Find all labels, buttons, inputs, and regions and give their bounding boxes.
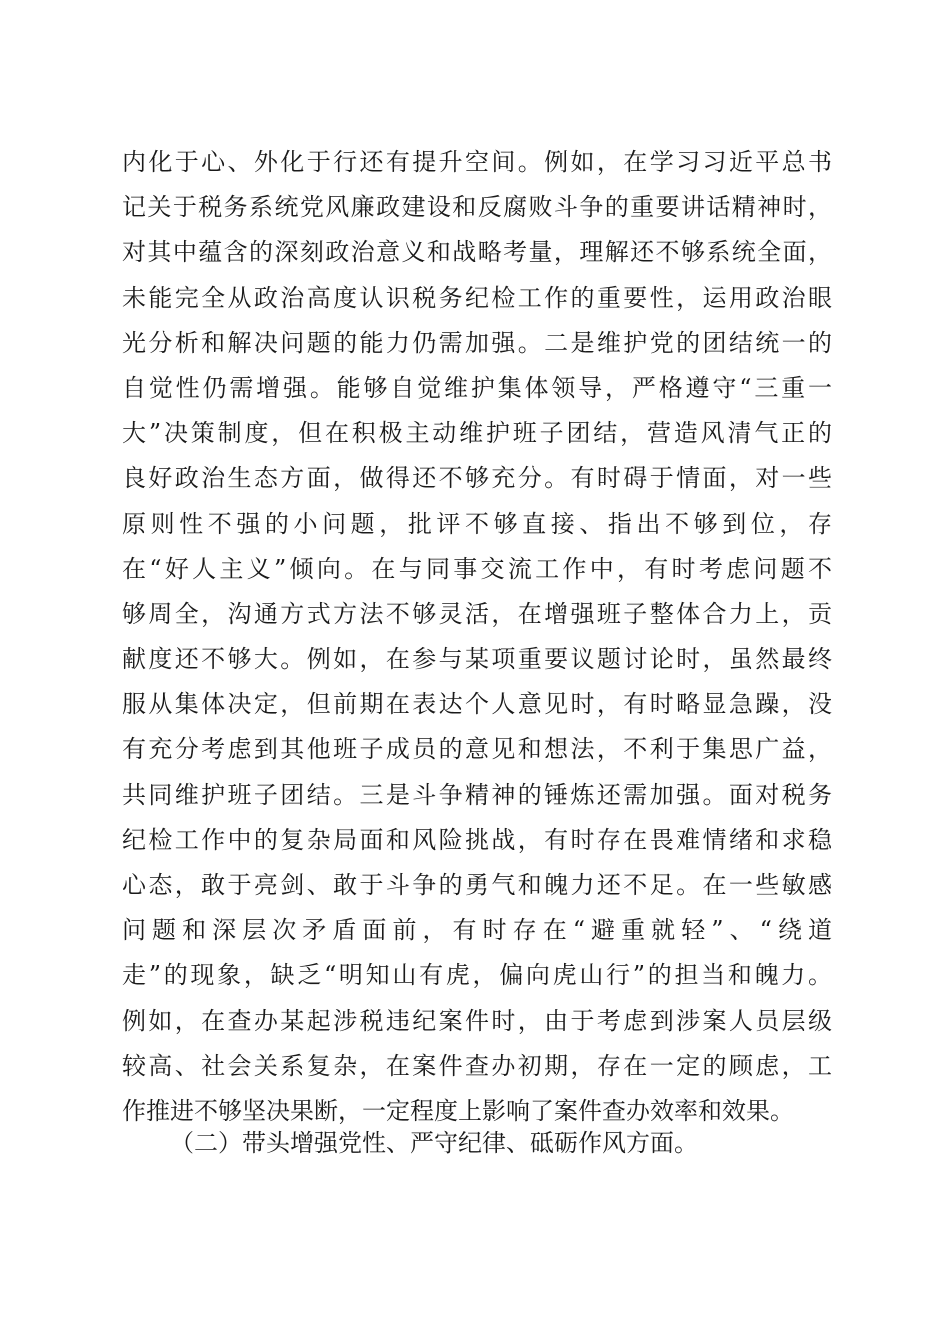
paragraph-line: 心态，敢于亮剑、敢于斗争的勇气和魄力还不足。在一些敏感 bbox=[122, 871, 832, 899]
paragraph-line: 共同维护班子团结。三是斗争精神的锤炼还需加强。面对税务 bbox=[122, 780, 832, 809]
paragraph-line: 自觉性仍需增强。能够自觉维护集体领导，严格遵守“三重一 bbox=[122, 373, 832, 402]
paragraph-line: 内化于心、外化于行还有提升空间。例如，在学习习近平总书 bbox=[122, 148, 832, 176]
body-paragraph bbox=[122, 140, 832, 1134]
paragraph-line: 大”决策制度，但在积极主动维护班子团结，营造风清气正的 bbox=[122, 419, 832, 448]
paragraph-line: 原则性不强的小问题，批评不够直接、指出不够到位，存 bbox=[122, 509, 832, 538]
paragraph-line: 献度还不够大。例如，在参与某项重要议题讨论时，虽然最终 bbox=[122, 645, 832, 674]
paragraph-line: 纪检工作中的复杂局面和风险挑战，有时存在畏难情绪和求稳 bbox=[122, 825, 832, 854]
paragraph-line: 有充分考虑到其他班子成员的意见和想法，不利于集思广益， bbox=[122, 735, 832, 764]
paragraph-line: 未能完全从政治高度认识税务纪检工作的重要性，运用政治眼 bbox=[122, 283, 832, 312]
paragraph-line: 较高、社会关系复杂，在案件查办初期，存在一定的顾虑，工 bbox=[122, 1051, 832, 1080]
paragraph-line: 例如，在查办某起涉税违纪案件时，由于考虑到涉案人员层级 bbox=[122, 1006, 832, 1035]
paragraph-line: 服从集体决定，但前期在表达个人意见时，有时略显急躁，没 bbox=[122, 690, 832, 719]
paragraph-line: 够周全，沟通方式方法不够灵活，在增强班子整体合力上，贡 bbox=[122, 599, 832, 628]
paragraph-line: 对其中蕴含的深刻政治意义和战略考量，理解还不够系统全面， bbox=[122, 238, 832, 267]
paragraph-line: 记关于税务系统党风廉政建设和反腐败斗争的重要讲话精神时， bbox=[122, 193, 832, 222]
paragraph-line: 在“好人主义”倾向。在与同事交流工作中，有时考虑问题不 bbox=[122, 554, 832, 583]
paragraph-line: 走”的现象，缺乏“明知山有虎，偏向虎山行”的担当和魄力。 bbox=[122, 961, 832, 990]
paragraph-line: 问题和深层次矛盾面前，有时存在“避重就轻”、“绕道 bbox=[122, 916, 832, 945]
paragraph-line: 良好政治生态方面，做得还不够充分。有时碍于情面，对一些 bbox=[122, 464, 832, 493]
section-heading: （二）带头增强党性、严守纪律、砥砺作风方面。 bbox=[170, 1129, 698, 1157]
paragraph-line: 作推进不够坚决果断，一定程度上影响了案件查办效率和效果。 bbox=[122, 1096, 794, 1125]
paragraph-line: 光分析和解决问题的能力仍需加强。二是维护党的团结统一的 bbox=[122, 328, 832, 357]
